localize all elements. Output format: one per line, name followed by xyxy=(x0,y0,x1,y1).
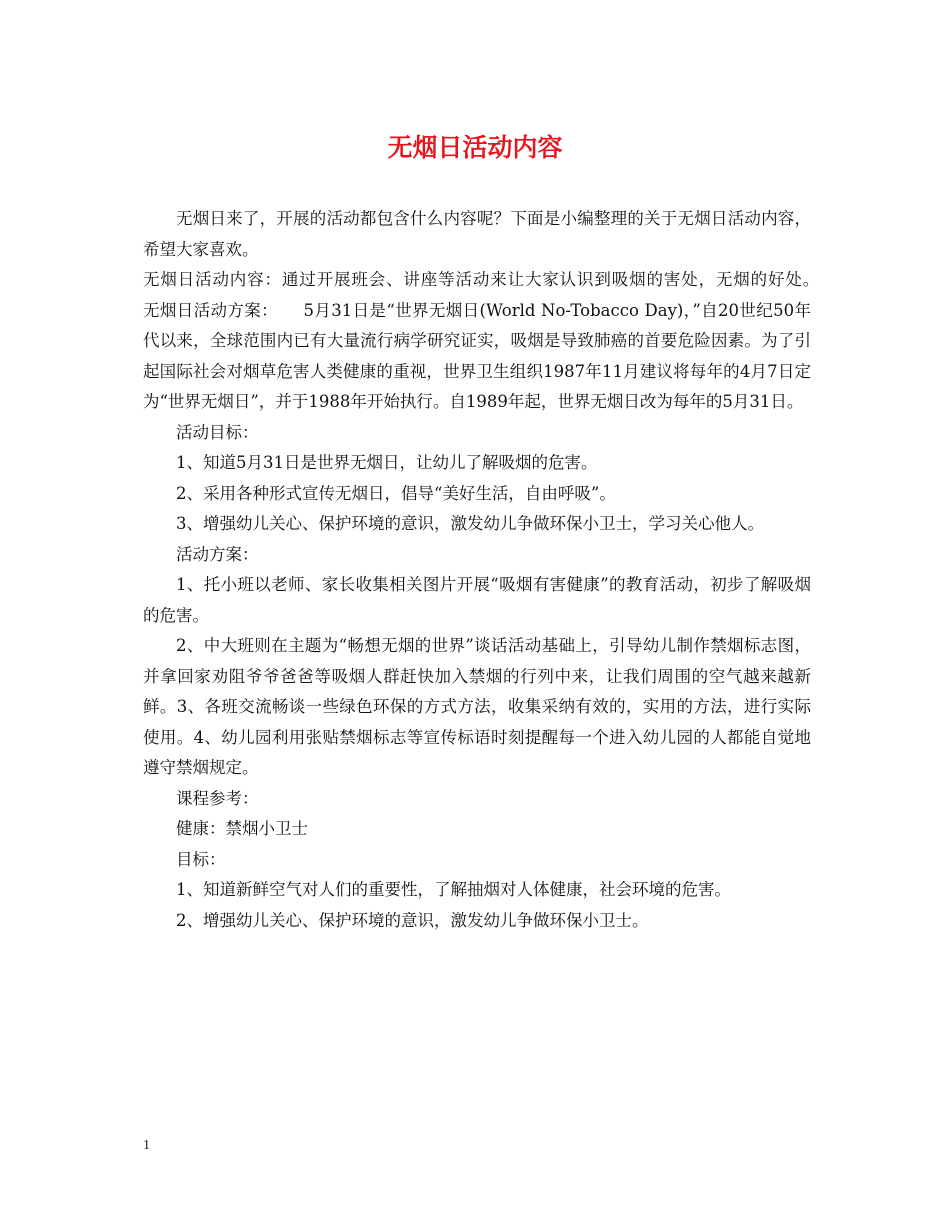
course-title: 健康：禁烟小卫士 xyxy=(176,819,308,838)
list-item-course-goal-1: 1、知道新鲜空气对人们的重要性，了解抽烟对人体健康，社会环境的危害。 xyxy=(176,880,731,899)
page-number: 1 xyxy=(143,1138,150,1153)
list-item-plan-2: 2、中大班则在主题为“畅想无烟的世界”谈话活动基础上，引导幼儿制作禁烟标志图，并拿回家劝阻爷爷爸爸等吸烟人群赶快加入禁烟的行列中来，让我们周围的空气越来越新鲜。3、各班交流畅谈一些绿色环保的方式方法，收集采纳有效的，实用的方法，进行实际使用。4、幼儿园利用张贴禁烟标志等宣传标语时刻提醒每一个进入幼儿园的人都能自觉地遵守禁烟规定。 xyxy=(143,636,811,777)
list-item-goal-3: 3、增强幼儿关心、保护环境的意识，激发幼儿争做环保小卫士，学习关心他人。 xyxy=(176,514,764,533)
heading-activity-plan: 活动方案： xyxy=(176,544,259,564)
paragraph-activity-content: 无烟日活动内容：通过开展班会、讲座等活动来让大家认识到吸烟的害处，无烟的好处。 无烟日活动方案： 5月31日是“世界无烟日(World No-Tobacco Day)，”自20世纪50年代以来，全球范围内已有大量流行病学研究证实，吸烟是导致肺癌的首要危险因素。为了引起国际社会对烟草危害人类健康的重视，世界卫生组织1987年11月建议将每年的4月7日定为“世界无烟日”，并于1988年开始执行。自1989年起，世界无烟日改为每年的5月31日。 xyxy=(143,270,828,411)
document-title: 无烟日活动内容 xyxy=(387,133,563,162)
document-body xyxy=(143,204,828,936)
list-item-goal-2: 2、采用各种形式宣传无烟日，倡导“美好生活，自由呼吸”。 xyxy=(176,483,616,503)
paragraph-intro: 无烟日来了，开展的活动都包含什么内容呢？下面是小编整理的关于无烟日活动内容，希望大家喜欢。 xyxy=(143,209,811,259)
heading-course-goals: 目标： xyxy=(176,849,226,869)
heading-course-reference: 课程参考： xyxy=(176,788,259,808)
list-item-course-goal-2: 2、增强幼儿关心、保护环境的意识，激发幼儿争做环保小卫士。 xyxy=(176,910,649,930)
list-item-goal-1: 1、知道5月31日是世界无烟日，让幼儿了解吸烟的危害。 xyxy=(176,453,598,472)
list-item-plan-1: 1、托小班以老师、家长收集相关图片开展“吸烟有害健康”的教育活动，初步了解吸烟的危害。 xyxy=(143,575,811,625)
heading-activity-goals: 活动目标： xyxy=(176,422,259,442)
